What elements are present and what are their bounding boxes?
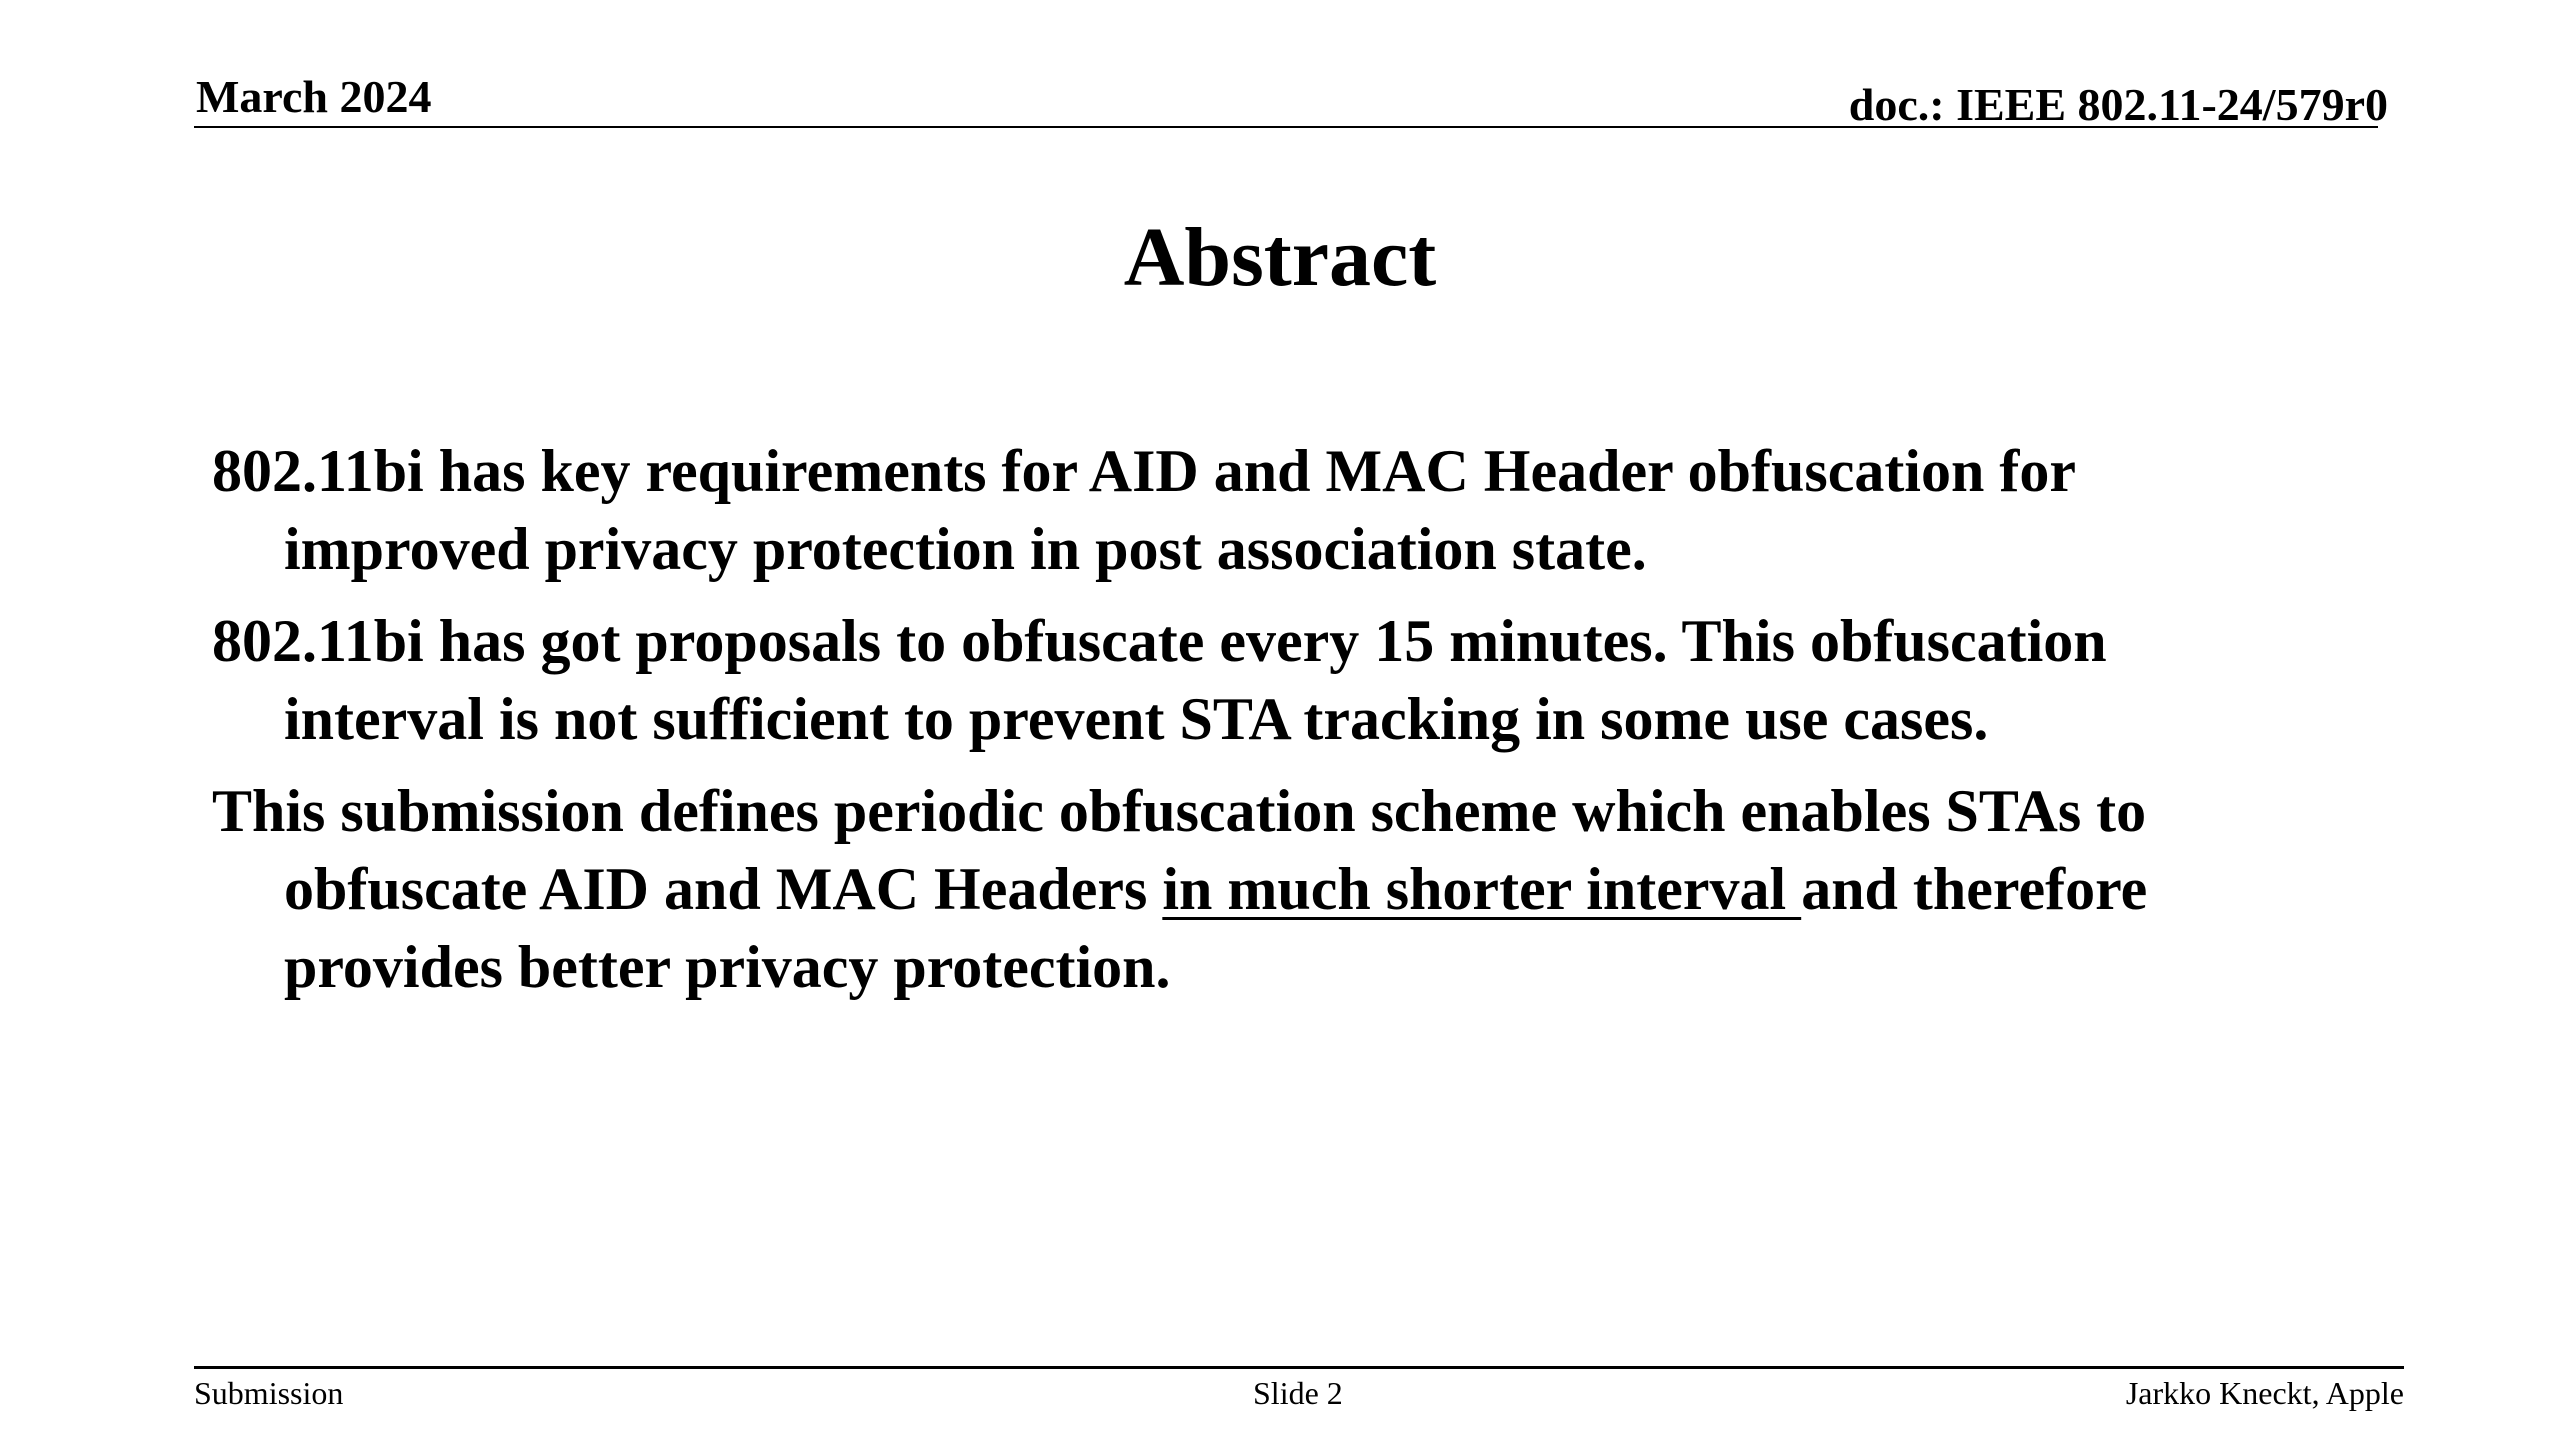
footer-divider (194, 1366, 2404, 1369)
header-doc-id: doc.: IEEE 802.11-24/579r0 (1848, 79, 2388, 130)
abstract-paragraph-1 (212, 432, 2292, 588)
abstract-bullets (212, 432, 2292, 1020)
paragraph-text: 802.11bi has got proposals to obfuscate every 15 minutes. This obfuscation interval is not sufficient to prevent STA tracking in some use cases. (212, 608, 2107, 752)
paragraph-text-after: and therefore provides better privacy protection. (284, 856, 2148, 1000)
header-divider (194, 126, 2378, 128)
footer-submission: Submission (194, 1375, 344, 1411)
footer-author: Jarkko Kneckt, Apple (2125, 1375, 2404, 1411)
abstract-paragraph-2 (212, 602, 2292, 758)
slide-title: Abstract (1123, 211, 1437, 304)
paragraph-text-before: This submission defines periodic obfuscation scheme which enables STAs to obfuscate AID and MAC Headers (212, 778, 2147, 922)
abstract-paragraph-3 (212, 772, 2292, 1006)
paragraph-text: 802.11bi has key requirements for AID and MAC Header obfuscation for improved privacy protection in post association state. (212, 438, 2075, 582)
footer-slide-number: Slide 2 (1253, 1375, 1343, 1411)
underlined-phrase: in much shorter interval (1162, 856, 1802, 922)
header-date: March 2024 (196, 71, 432, 122)
